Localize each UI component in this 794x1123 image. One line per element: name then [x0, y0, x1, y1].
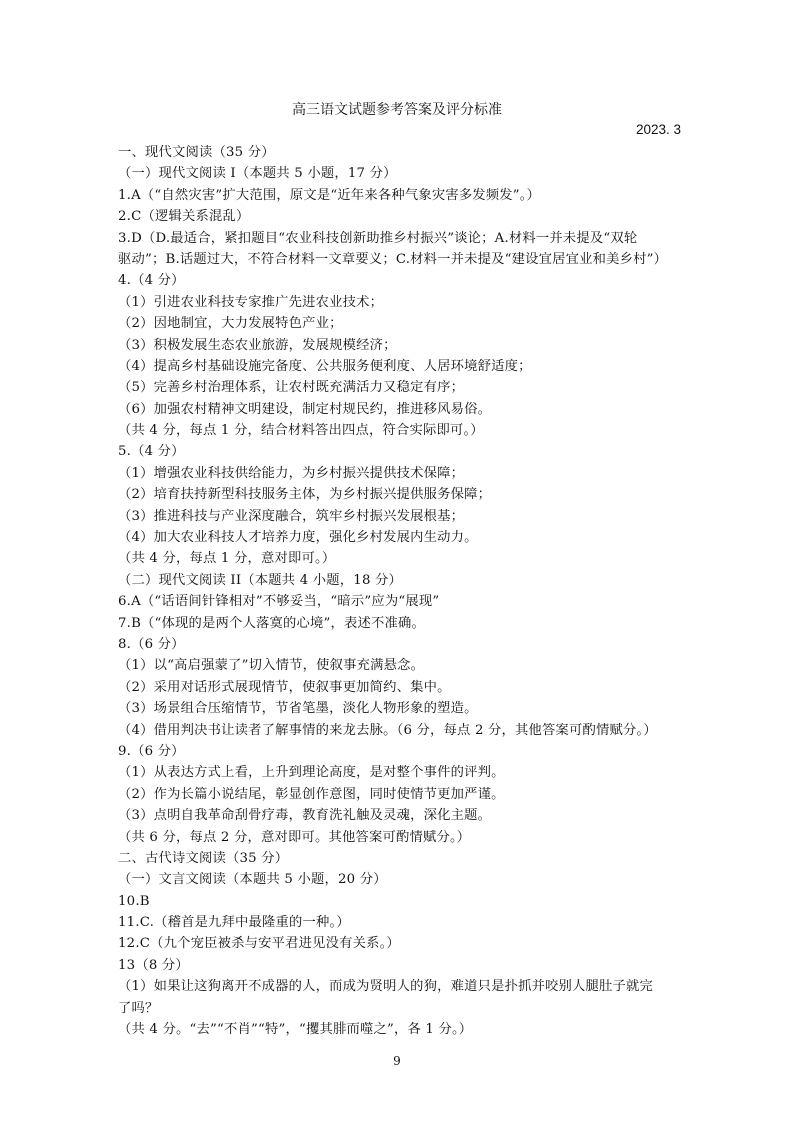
scoring-note: （共 4 分。“去”“不肖”“特”，“攫其腓而噬之”，各 1 分。） [118, 1022, 473, 1038]
answer-point: （2）培育扶持新型科技服务主体，为乡村振兴提供服务保障； [118, 487, 492, 503]
subsection-heading: （二）现代文阅读 II（本题共 4 小题，18 分） [118, 572, 403, 588]
answer-content [118, 142, 684, 1040]
answer-point: （4）借用判决书让读者了解事情的来龙去脉。（6 分，每点 2 分，其他答案可酌情赋分。） [118, 722, 657, 738]
question-heading: 13（8 分） [118, 957, 189, 973]
page-number: 9 [393, 1054, 401, 1068]
answer-line: 驱动”；B.话题过大，不符合材料一文章要义；C.材料一并未提及“建设宜居宜业和美乡村”） [118, 251, 668, 267]
answer-point: （4）提高乡村基础设施完备度、公共服务便利度、人居环境舒适度； [118, 358, 532, 374]
answer-line: 3.D（D.最适合，紧扣题目“农业科技创新助推乡村振兴”谈论；A.材料一并未提及“双轮 [118, 230, 638, 246]
question-heading: 9.（6 分） [118, 743, 185, 759]
question-heading: 8.（6 分） [118, 636, 185, 652]
question-heading: 4.（4 分） [118, 273, 185, 289]
answer-point: （5）完善乡村治理体系，让农村既充满活力又稳定有序； [118, 380, 465, 396]
answer-point: （1）增强农业科技供给能力，为乡村振兴提供技术保障； [118, 465, 465, 481]
answer-point: （2）因地制宜，大力发展特色产业； [118, 316, 343, 332]
question-heading: 5.（4 分） [118, 444, 185, 460]
answer-line: 2.C（逻辑关系混乱） [118, 209, 250, 225]
answer-point: （2）作为长篇小说结尾，彰显创作意图，同时使情节更加严谨。 [118, 786, 505, 802]
subsection-heading: （一）文言文阅读（本题共 5 小题，20 分） [118, 872, 387, 888]
scoring-note: （共 4 分，每点 1 分，结合材料答出四点，符合实际即可。） [118, 423, 484, 439]
scoring-note: （共 4 分，每点 1 分，意对即可。） [118, 551, 336, 567]
answer-line: 12.C（九个宠臣被杀与安平君进见没有关系。） [118, 936, 400, 952]
answer-point: （2）采用对话形式展现情节，使叙事更加简约、集中。 [118, 679, 451, 695]
answer-point: 了吗？ [118, 1000, 159, 1016]
answer-line: 7.B（“体现的是两个人落寞的心境”，表述不准确。 [118, 615, 425, 631]
answer-line: 1.A（“自然灾害”扩大范围，原文是“近年来各种气象灾害多发频发”。） [118, 187, 541, 203]
section-heading: 一、现代文阅读（35 分） [118, 145, 275, 160]
answer-line: 10.B [118, 893, 150, 909]
section-heading: 二、古代诗文阅读（35 分） [118, 850, 289, 866]
answer-point: （1）引进农业科技专家推广先进农业技术； [118, 294, 384, 310]
answer-point: （3）推进科技与产业深度融合，筑牢乡村振兴发展根基； [118, 508, 465, 524]
document-date: 2023. 3 [635, 122, 681, 137]
answer-point: （1）从表达方式上看，上升到理论高度，是对整个事件的评判。 [118, 765, 505, 781]
answer-point: （4）加大农业科技人才培养力度，强化乡村发展内生动力。 [118, 530, 478, 546]
document-title: 高三语文试题参考答案及评分标准 [292, 102, 502, 118]
answer-point: （3）点明自我革命刮骨疗毒，教育洗礼触及灵魂，深化主题。 [118, 808, 492, 824]
scoring-note: （共 6 分，每点 2 分，意对即可。其他答案可酌情赋分。） [118, 829, 471, 845]
subsection-heading: （一）现代文阅读 I（本题共 5 小题，17 分） [118, 166, 397, 182]
answer-point: （3）场景组合压缩情节，节省笔墨，淡化人物形象的塑造。 [118, 701, 478, 717]
answer-point: （6）加强农村精神文明建设，制定村规民约，推进移风易俗。 [118, 401, 492, 417]
answer-point: （1）以“高启强蒙了”切入情节，使叙事充满悬念。 [118, 658, 425, 674]
answer-line: 11.C.（稽首是九拜中最隆重的一种。） [118, 915, 350, 931]
answer-line: 6.A（“话语间针锋相对”不够妥当，“暗示”应为“展现” [118, 594, 440, 610]
answer-point: （1）如果让这狗离开不成器的人，而成为贤明人的狗，难道只是扑抓并咬别人腿肚子就完 [118, 979, 654, 995]
answer-point: （3）积极发展生态农业旅游，发展规模经济； [118, 337, 397, 353]
